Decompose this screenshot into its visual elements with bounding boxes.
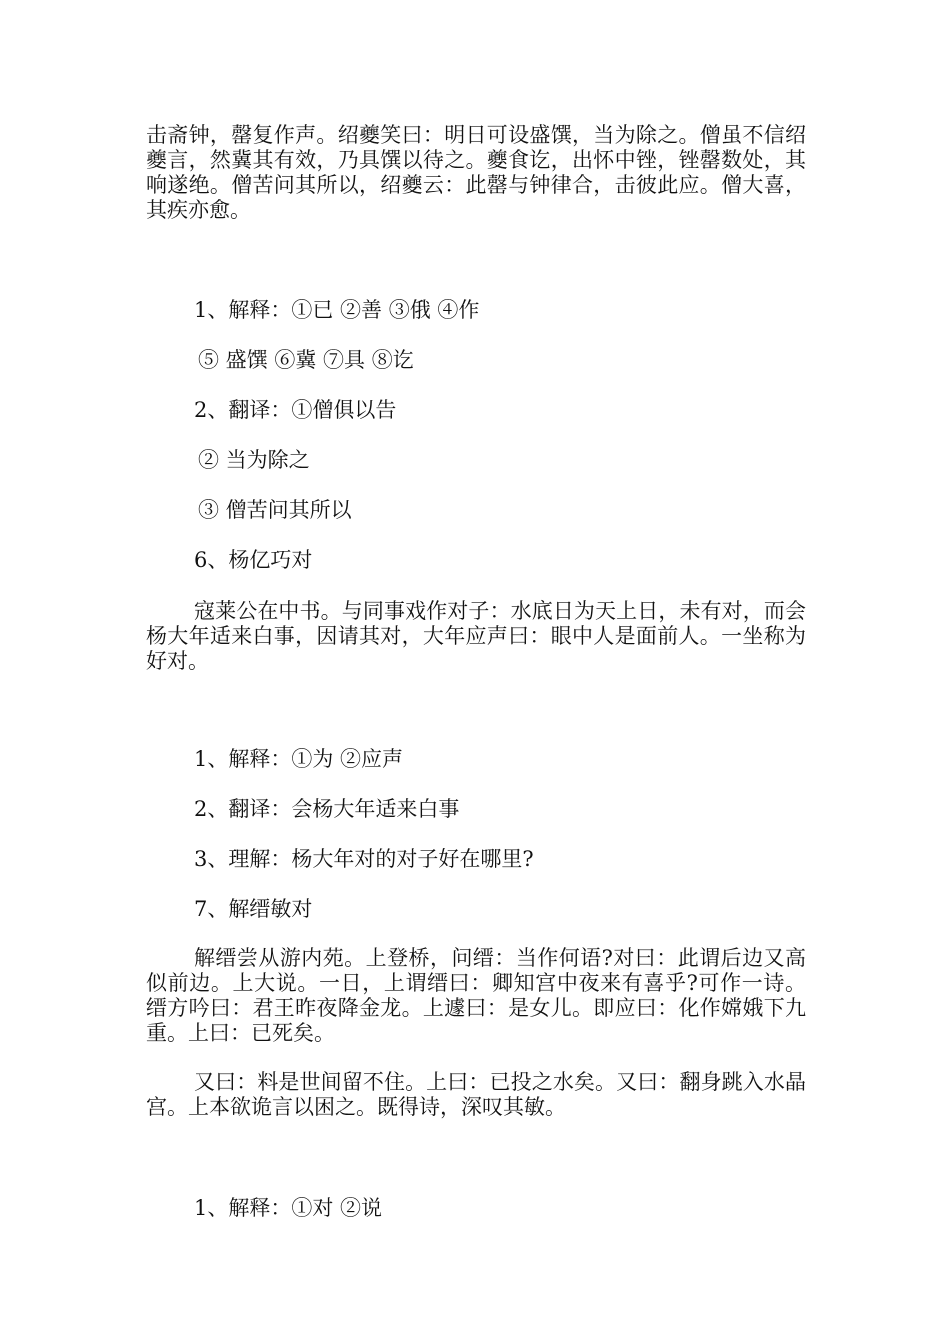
- story-paragraph-4: 又曰：料是世间留不住。上曰：已投之水矣。又曰：翻身跳入水晶宫。上本欲诡言以困之。既得诗，深叹其敏。: [146, 1070, 806, 1119]
- question-explain-1: 1、解释：①已 ②善 ③俄 ④作: [194, 298, 480, 322]
- section-title-6: 6、杨亿巧对: [194, 548, 313, 572]
- question-translate-2-part-3: ③ 僧苦问其所以: [198, 498, 352, 522]
- section6-question-explain: 1、解释：①为 ②应声: [194, 747, 404, 771]
- question-explain-1-continued: ⑤ 盛馔 ⑥冀 ⑦具 ⑧讫: [198, 348, 414, 372]
- section6-question-understand: 3、理解：杨大年对的对子好在哪里?: [194, 847, 534, 871]
- story-paragraph-1: 击斋钟，罄复作声。绍夔笑曰：明日可设盛馔，当为除之。僧虽不信绍夔言，然冀其有效，乃具馔以待之。夔食讫，出怀中锉，锉罄数处，其响遂绝。僧苦问其所以，绍夔云：此罄与钟律合，击彼此应。僧大喜，其疾亦愈。: [146, 123, 806, 222]
- section-title-7: 7、解缙敏对: [194, 897, 313, 921]
- story-paragraph-2: 寇莱公在中书。与同事戏作对子：水底日为天上日，未有对，而会杨大年适来白事，因请其对，大年应声曰：眼中人是面前人。一坐称为好对。: [146, 599, 806, 673]
- question-translate-2: 2、翻译：①僧俱以告: [194, 398, 397, 422]
- section6-question-translate: 2、翻译：会杨大年适来白事: [194, 797, 460, 821]
- question-translate-2-part-2: ② 当为除之: [198, 448, 310, 472]
- story-paragraph-3: 解缙尝从游内苑。上登桥，问缙：当作何语?对曰：此谓后边又高似前边。上大说。一日，上谓缙曰：卿知宫中夜来有喜乎?可作一诗。缙方吟曰：君王昨夜降金龙。上遽曰：是女儿。即应曰：化作嫦娥下九重。上曰：已死矣。: [146, 946, 806, 1045]
- section7-question-explain: 1、解释：①对 ②说: [194, 1196, 383, 1220]
